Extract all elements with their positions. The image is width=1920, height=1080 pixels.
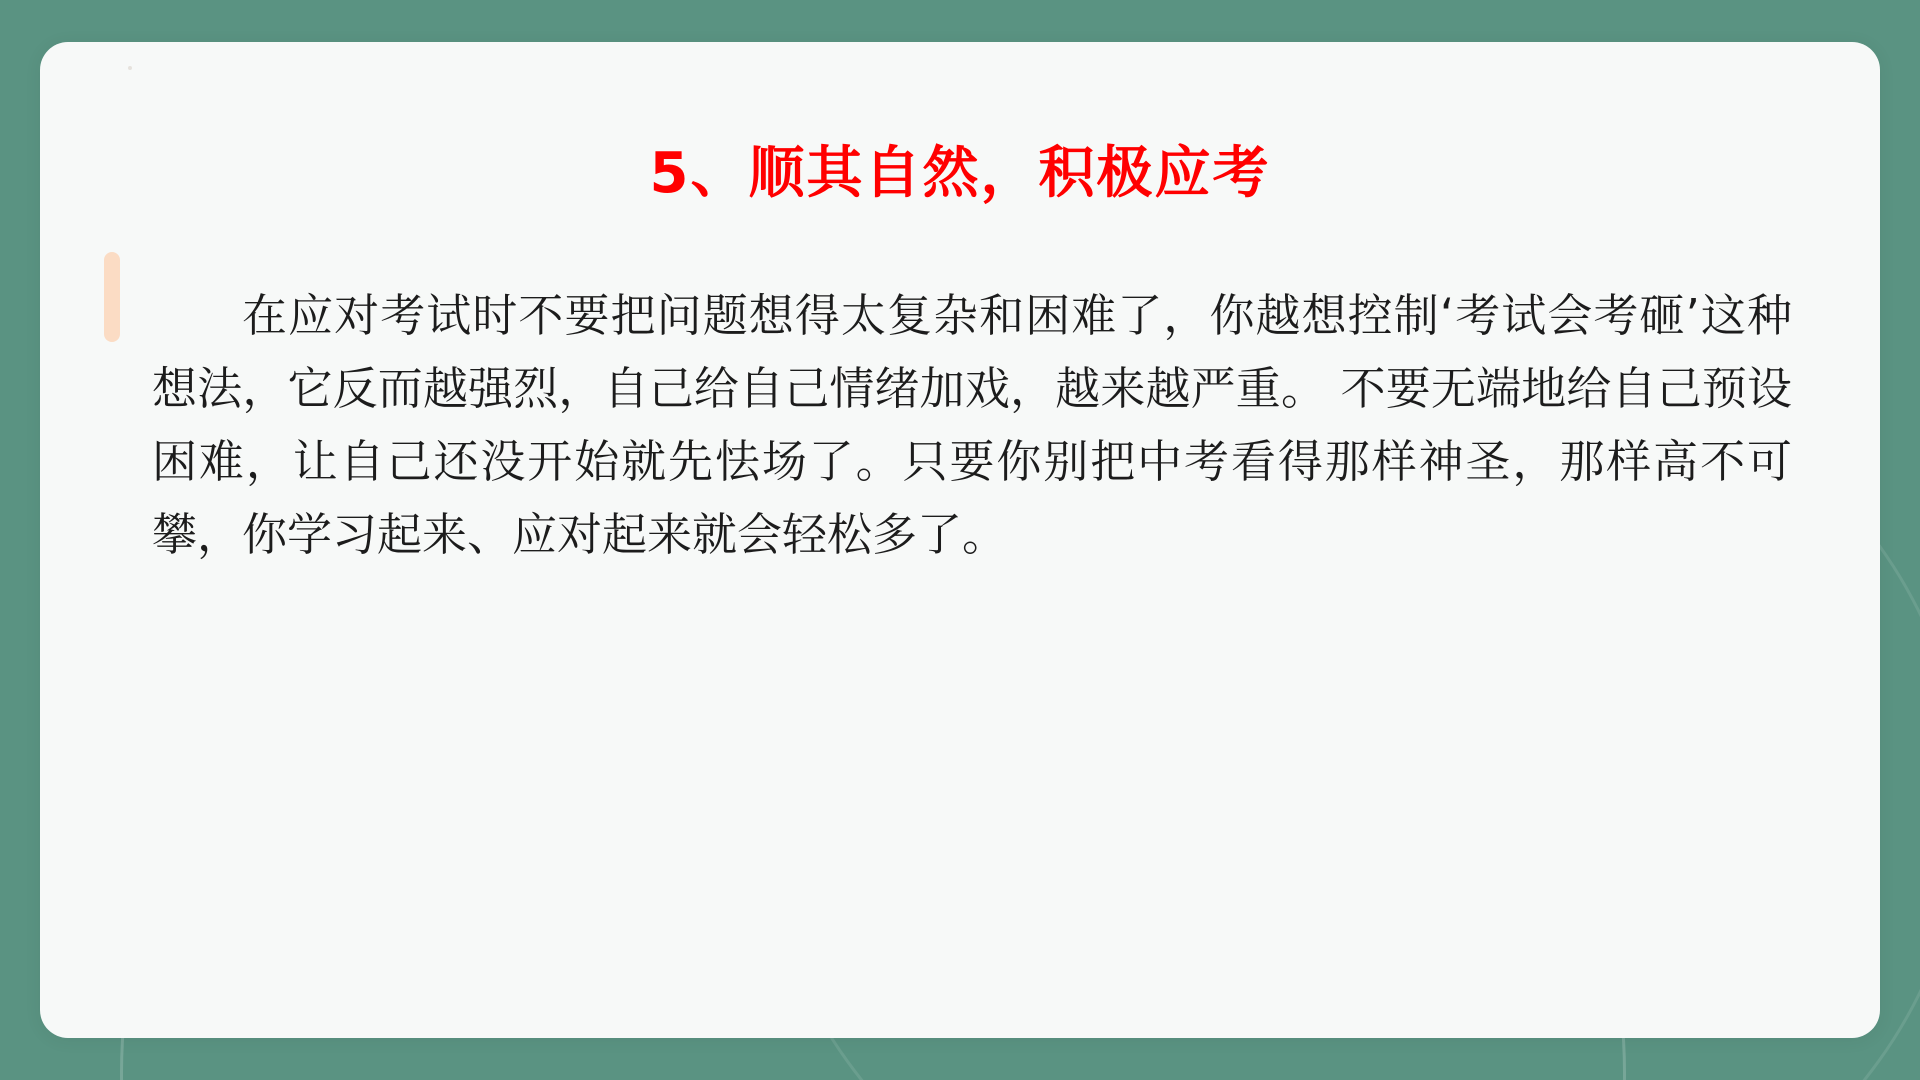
accent-bar [104,252,120,342]
content-card [40,42,1880,1038]
decorative-dot-icon [128,66,132,70]
page-title: 5、顺其自然，积极应考 [649,141,1271,206]
body-paragraph: 在应对考试时不要把问题想得太复杂和困难了，你越想控制‘考试会考砸’这种想法，它反而越强烈，自己给自己情绪加戏，越来越严重。 不要无端地给自己预设困难，让自己还没开始就先怯场了。只要你别把中考看得那样神圣，那样高不可攀，你学习起来、应对起来就会轻松多了。 [152,289,1792,561]
